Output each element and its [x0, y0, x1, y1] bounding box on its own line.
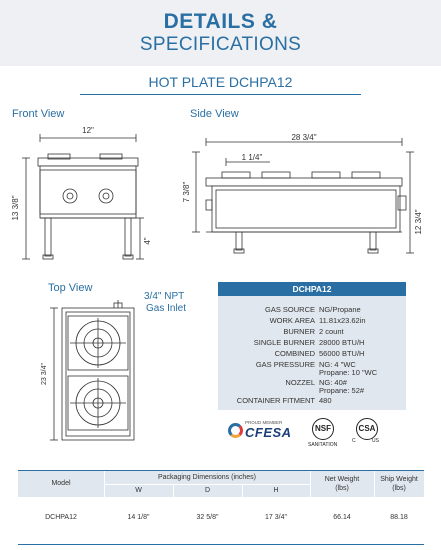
top-view-label: Top View: [48, 282, 93, 294]
spec-label: SINGLE BURNER: [253, 338, 315, 347]
spec-table: [218, 282, 406, 410]
npt-label-line2: Gas Inlet: [146, 303, 187, 314]
dim-side-height: 7 3/8": [182, 181, 191, 203]
front-view-drawing: [22, 134, 144, 259]
top-view-drawing: [50, 300, 134, 440]
spec-value: 11.81x23.62in: [319, 316, 366, 325]
dim-side-offset: 1 1/4": [241, 153, 263, 162]
row-model: DCHPA12: [45, 514, 77, 521]
dim-front-width: 12": [82, 126, 94, 135]
spec-value: 56000 BTU/H: [319, 349, 365, 358]
cfesa-logo: [228, 420, 304, 442]
sanitation-label: SANITATION: [308, 442, 338, 448]
sanitation-icon: NSF: [312, 418, 334, 440]
spec-value: NG: 4 "WC: [319, 360, 356, 369]
spec-label: BURNER: [283, 327, 315, 336]
spec-value: 28000 BTU/H: [319, 338, 365, 347]
spec-value: NG: 40#: [319, 378, 347, 387]
header-d: D: [204, 487, 211, 494]
header-net-weight-unit: (lbs): [335, 485, 349, 492]
cfesa-ring-icon: [228, 423, 243, 438]
header-net-weight: Net Weight: [324, 476, 360, 483]
side-view-label: Side View: [190, 108, 239, 120]
header-dimensions: Packaging Dimensions (inches): [157, 474, 257, 481]
spec-value-secondary: Propane: 52#: [319, 386, 365, 395]
header-title-line1: DETAILS &: [163, 10, 278, 33]
header-title-line2: SPECIFICATIONS: [139, 34, 302, 55]
divider: [374, 471, 375, 497]
header-ship-weight-unit: (lbs): [392, 485, 406, 492]
dim-front-leg: 4": [143, 237, 152, 245]
front-view-label: Front View: [12, 108, 65, 120]
npt-label-line1: 3/4" NPT: [144, 291, 185, 302]
divider: [104, 484, 310, 485]
spec-label: NOZZEL: [285, 378, 315, 387]
model-title: HOT PLATE DCHPA12: [148, 74, 293, 90]
spec-table-title: DCHPA12: [218, 282, 406, 296]
csa-us-label: US: [372, 438, 379, 444]
spec-label: GAS SOURCE: [264, 305, 315, 314]
side-view-drawing: [192, 138, 414, 253]
header-h: H: [273, 487, 279, 494]
row-h: 17 3/4": [265, 514, 287, 521]
row-d: 32 5/8": [196, 514, 219, 521]
cfesa-text: CFESA: [245, 425, 292, 440]
dim-front-height: 13 3/8": [11, 195, 20, 221]
spec-value: 480: [319, 396, 332, 405]
dim-side-total-height: 12 3/4": [414, 209, 423, 235]
spec-label: CONTAINER FITMENT: [236, 396, 315, 405]
csa-c-label: C: [352, 438, 356, 444]
divider: [18, 544, 424, 545]
dim-top-depth: 23 3/4": [41, 363, 48, 385]
spec-label: GAS PRESSURE: [255, 360, 315, 369]
spec-value: NG/Propane: [319, 305, 361, 314]
packaging-table: [18, 470, 424, 544]
cfesa-small-text: PROUD MEMBER: [245, 420, 283, 425]
header-ship-weight: Ship Weight: [380, 476, 418, 483]
csa-icon: CSA: [356, 418, 378, 440]
row-ship-weight: 88.18: [390, 514, 408, 521]
spec-label: COMBINED: [274, 349, 315, 358]
spec-value-secondary: Propane: 10 "WC: [319, 368, 378, 377]
spec-value: 2 count: [319, 327, 344, 336]
spec-label: WORK AREA: [269, 316, 315, 325]
divider: [310, 471, 311, 497]
row-w: 14 1/8": [127, 514, 150, 521]
header-w: W: [135, 487, 142, 494]
header-model: Model: [51, 480, 71, 487]
spec-table-body: [218, 296, 406, 410]
dim-side-depth: 28 3/4": [291, 133, 317, 142]
row-net-weight: 66.14: [333, 514, 351, 521]
